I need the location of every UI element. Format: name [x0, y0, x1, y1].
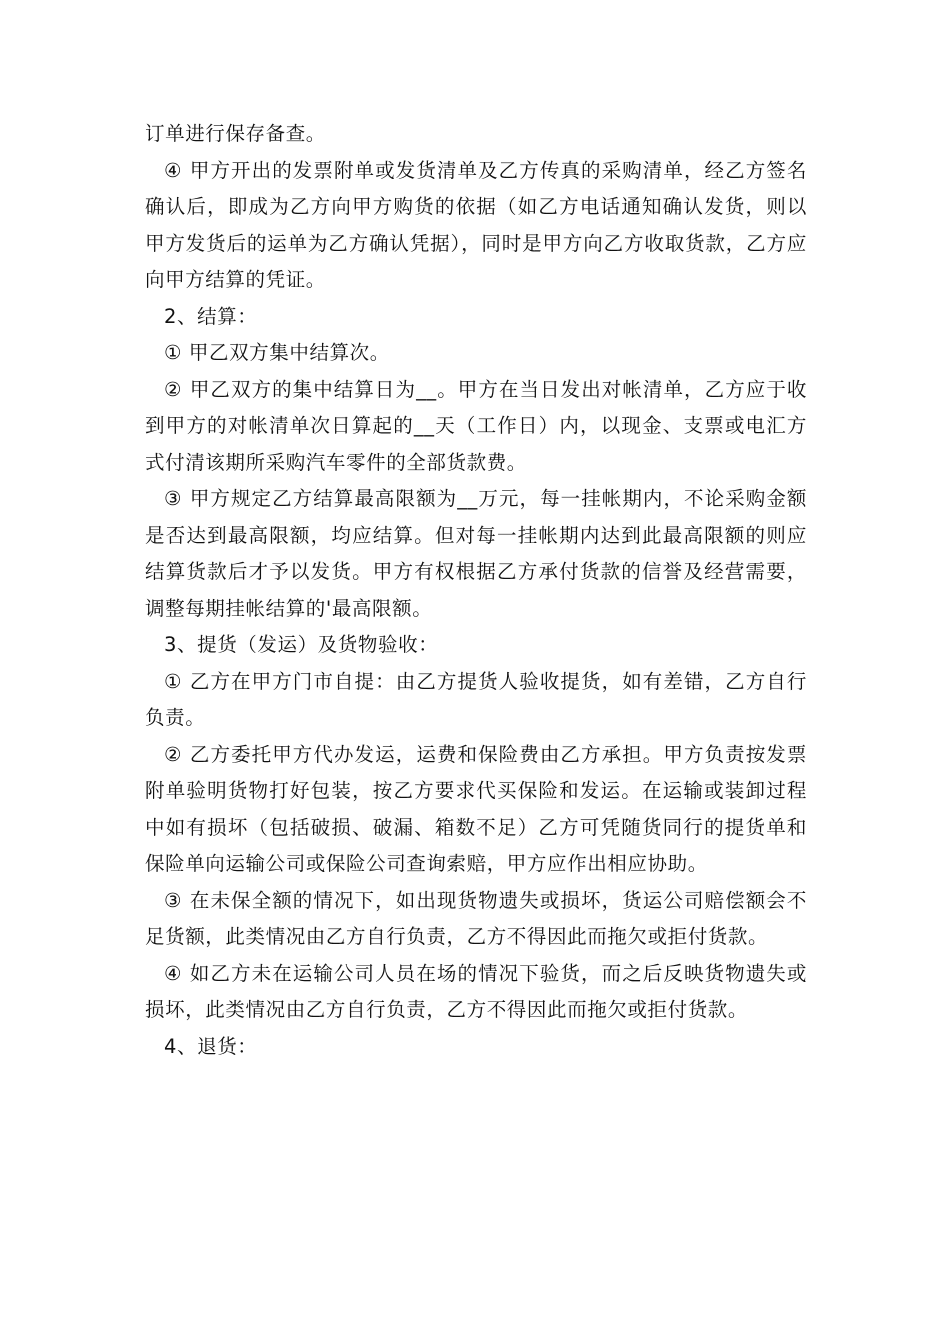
section-heading-returns: 4、退货：: [164, 1034, 258, 1058]
section-heading-settlement: 2、结算：: [164, 304, 258, 328]
paragraph-delivery-item-1: ① 乙方在甲方门市自提：由乙方提货人验收提货，如有差错，乙方自行负责。: [145, 669, 807, 729]
paragraph-settlement-item-3: ③ 甲方规定乙方结算最高限额为__万元，每一挂帐期内，不论采购金额是否达到最高限额，均应结算。但对每一挂帐期内达到此最高限额的则应结算货款后才予以发货。甲方有权根据乙方承付货款的信誉及经营需要，调整每期挂帐结算的'最高限额。: [145, 487, 807, 620]
paragraph-settlement-item-1: ① 甲乙双方集中结算次。: [164, 341, 390, 364]
paragraph-delivery-item-4: ④ 如乙方未在运输公司人员在场的情况下验货，而之后反映货物遗失或损坏，此类情况由乙方自行负责，乙方不得因此而拖欠或拒付货款。: [145, 961, 807, 1021]
paragraph-item-4-purchase-basis: ④ 甲方开出的发票附单或发货清单及乙方传真的采购清单，经乙方签名确认后，即成为乙方向甲方购货的依据（如乙方电话通知确认发货，则以甲方发货后的运单为乙方确认凭据），同时是甲方向乙方收取货款，乙方应向甲方结算的凭证。: [145, 158, 807, 291]
paragraph-continuation: 订单进行保存备查。: [145, 122, 326, 145]
section-heading-delivery: 3、提货（发运）及货物验收：: [164, 633, 439, 656]
paragraph-delivery-item-2: ② 乙方委托甲方代办发运，运费和保险费由乙方承担。甲方负责按发票附单验明货物打好包装，按乙方要求代买保险和发运。在运输或装卸过程中如有损坏（包括破损、破漏、箱数不足）乙方可凭随货同行的提货单和保险单向运输公司或保险公司查询索赔，甲方应作出相应协助。: [145, 742, 807, 875]
paragraph-settlement-item-2: ② 甲乙双方的集中结算日为__。甲方在当日发出对帐清单，乙方应于收到甲方的对帐清单次日算起的__天（工作日）内，以现金、支票或电汇方式付清该期所采购汽车零件的全部货款费。: [145, 377, 807, 474]
paragraph-delivery-item-3: ③ 在未保全额的情况下，如出现货物遗失或损坏，货运公司赔偿额会不足货额，此类情况由乙方自行负责，乙方不得因此而拖欠或拒付货款。: [145, 888, 807, 948]
document-page: [145, 116, 807, 1065]
